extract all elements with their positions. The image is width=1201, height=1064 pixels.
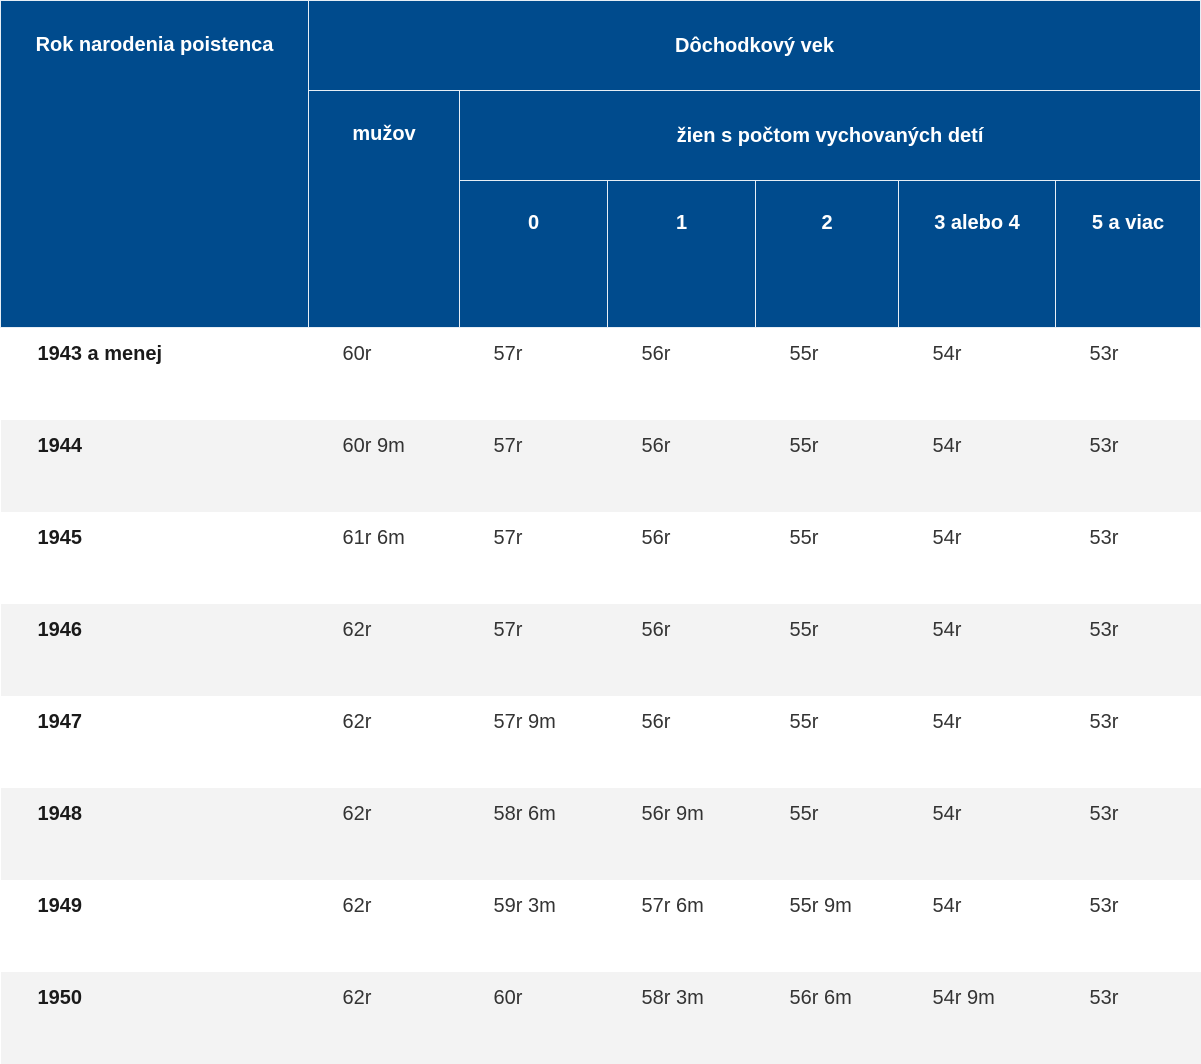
cell-women-5-plus: 53r	[1056, 604, 1201, 696]
cell-women-1: 56r	[608, 420, 756, 512]
cell-birth-year: 1948	[1, 788, 309, 880]
cell-women-1: 56r	[608, 604, 756, 696]
cell-women-5-plus: 53r	[1056, 972, 1201, 1064]
header-retirement-age: Dôchodkový vek	[309, 1, 1201, 91]
cell-men: 60r	[309, 328, 460, 421]
header-children-1: 1	[608, 181, 756, 328]
cell-women-0: 57r	[460, 604, 608, 696]
cell-women-3-4: 54r	[899, 328, 1056, 421]
cell-women-1: 56r	[608, 696, 756, 788]
cell-women-3-4: 54r	[899, 880, 1056, 972]
cell-birth-year: 1950	[1, 972, 309, 1064]
cell-women-3-4: 54r 9m	[899, 972, 1056, 1064]
cell-women-0: 57r	[460, 328, 608, 421]
cell-birth-year: 1949	[1, 880, 309, 972]
table-row	[1, 512, 1201, 604]
cell-women-0: 57r 9m	[460, 696, 608, 788]
cell-men: 60r 9m	[309, 420, 460, 512]
cell-women-2: 55r 9m	[756, 880, 899, 972]
cell-birth-year: 1946	[1, 604, 309, 696]
cell-women-1: 56r	[608, 328, 756, 421]
cell-men: 62r	[309, 972, 460, 1064]
cell-women-3-4: 54r	[899, 420, 1056, 512]
cell-women-5-plus: 53r	[1056, 788, 1201, 880]
cell-women-5-plus: 53r	[1056, 328, 1201, 421]
cell-birth-year: 1947	[1, 696, 309, 788]
table-body	[1, 328, 1201, 1064]
table-row	[1, 328, 1201, 421]
cell-birth-year: 1944	[1, 420, 309, 512]
cell-women-1: 56r 9m	[608, 788, 756, 880]
cell-women-3-4: 54r	[899, 788, 1056, 880]
cell-birth-year: 1943 a menej	[1, 328, 309, 421]
table-row	[1, 788, 1201, 880]
table-row	[1, 972, 1201, 1064]
cell-women-5-plus: 53r	[1056, 420, 1201, 512]
cell-women-0: 57r	[460, 420, 608, 512]
cell-women-5-plus: 53r	[1056, 880, 1201, 972]
cell-men: 62r	[309, 788, 460, 880]
header-children-3-4: 3 alebo 4	[899, 181, 1056, 328]
cell-women-0: 58r 6m	[460, 788, 608, 880]
cell-women-2: 56r 6m	[756, 972, 899, 1064]
cell-women-5-plus: 53r	[1056, 512, 1201, 604]
header-children-2: 2	[756, 181, 899, 328]
cell-birth-year: 1945	[1, 512, 309, 604]
cell-women-2: 55r	[756, 512, 899, 604]
header-children-0: 0	[460, 181, 608, 328]
cell-women-3-4: 54r	[899, 512, 1056, 604]
cell-women-0: 59r 3m	[460, 880, 608, 972]
cell-women-2: 55r	[756, 696, 899, 788]
cell-women-1: 56r	[608, 512, 756, 604]
cell-women-2: 55r	[756, 328, 899, 421]
header-women-children: žien s počtom vychovaných detí	[460, 91, 1201, 181]
cell-men: 62r	[309, 604, 460, 696]
cell-women-5-plus: 53r	[1056, 696, 1201, 788]
cell-men: 62r	[309, 696, 460, 788]
cell-women-0: 60r	[460, 972, 608, 1064]
table-row	[1, 604, 1201, 696]
cell-women-1: 58r 3m	[608, 972, 756, 1064]
cell-women-2: 55r	[756, 420, 899, 512]
cell-women-1: 57r 6m	[608, 880, 756, 972]
header-children-5-plus: 5 a viac	[1056, 181, 1201, 328]
table-row	[1, 880, 1201, 972]
table-row	[1, 420, 1201, 512]
cell-men: 61r 6m	[309, 512, 460, 604]
cell-men: 62r	[309, 880, 460, 972]
cell-women-3-4: 54r	[899, 604, 1056, 696]
header-birth-year: Rok narodenia poistenca	[1, 1, 309, 328]
cell-women-2: 55r	[756, 604, 899, 696]
header-men: mužov	[309, 91, 460, 328]
cell-women-2: 55r	[756, 788, 899, 880]
table-row	[1, 696, 1201, 788]
cell-women-3-4: 54r	[899, 696, 1056, 788]
cell-women-0: 57r	[460, 512, 608, 604]
table-header	[1, 1, 1201, 328]
